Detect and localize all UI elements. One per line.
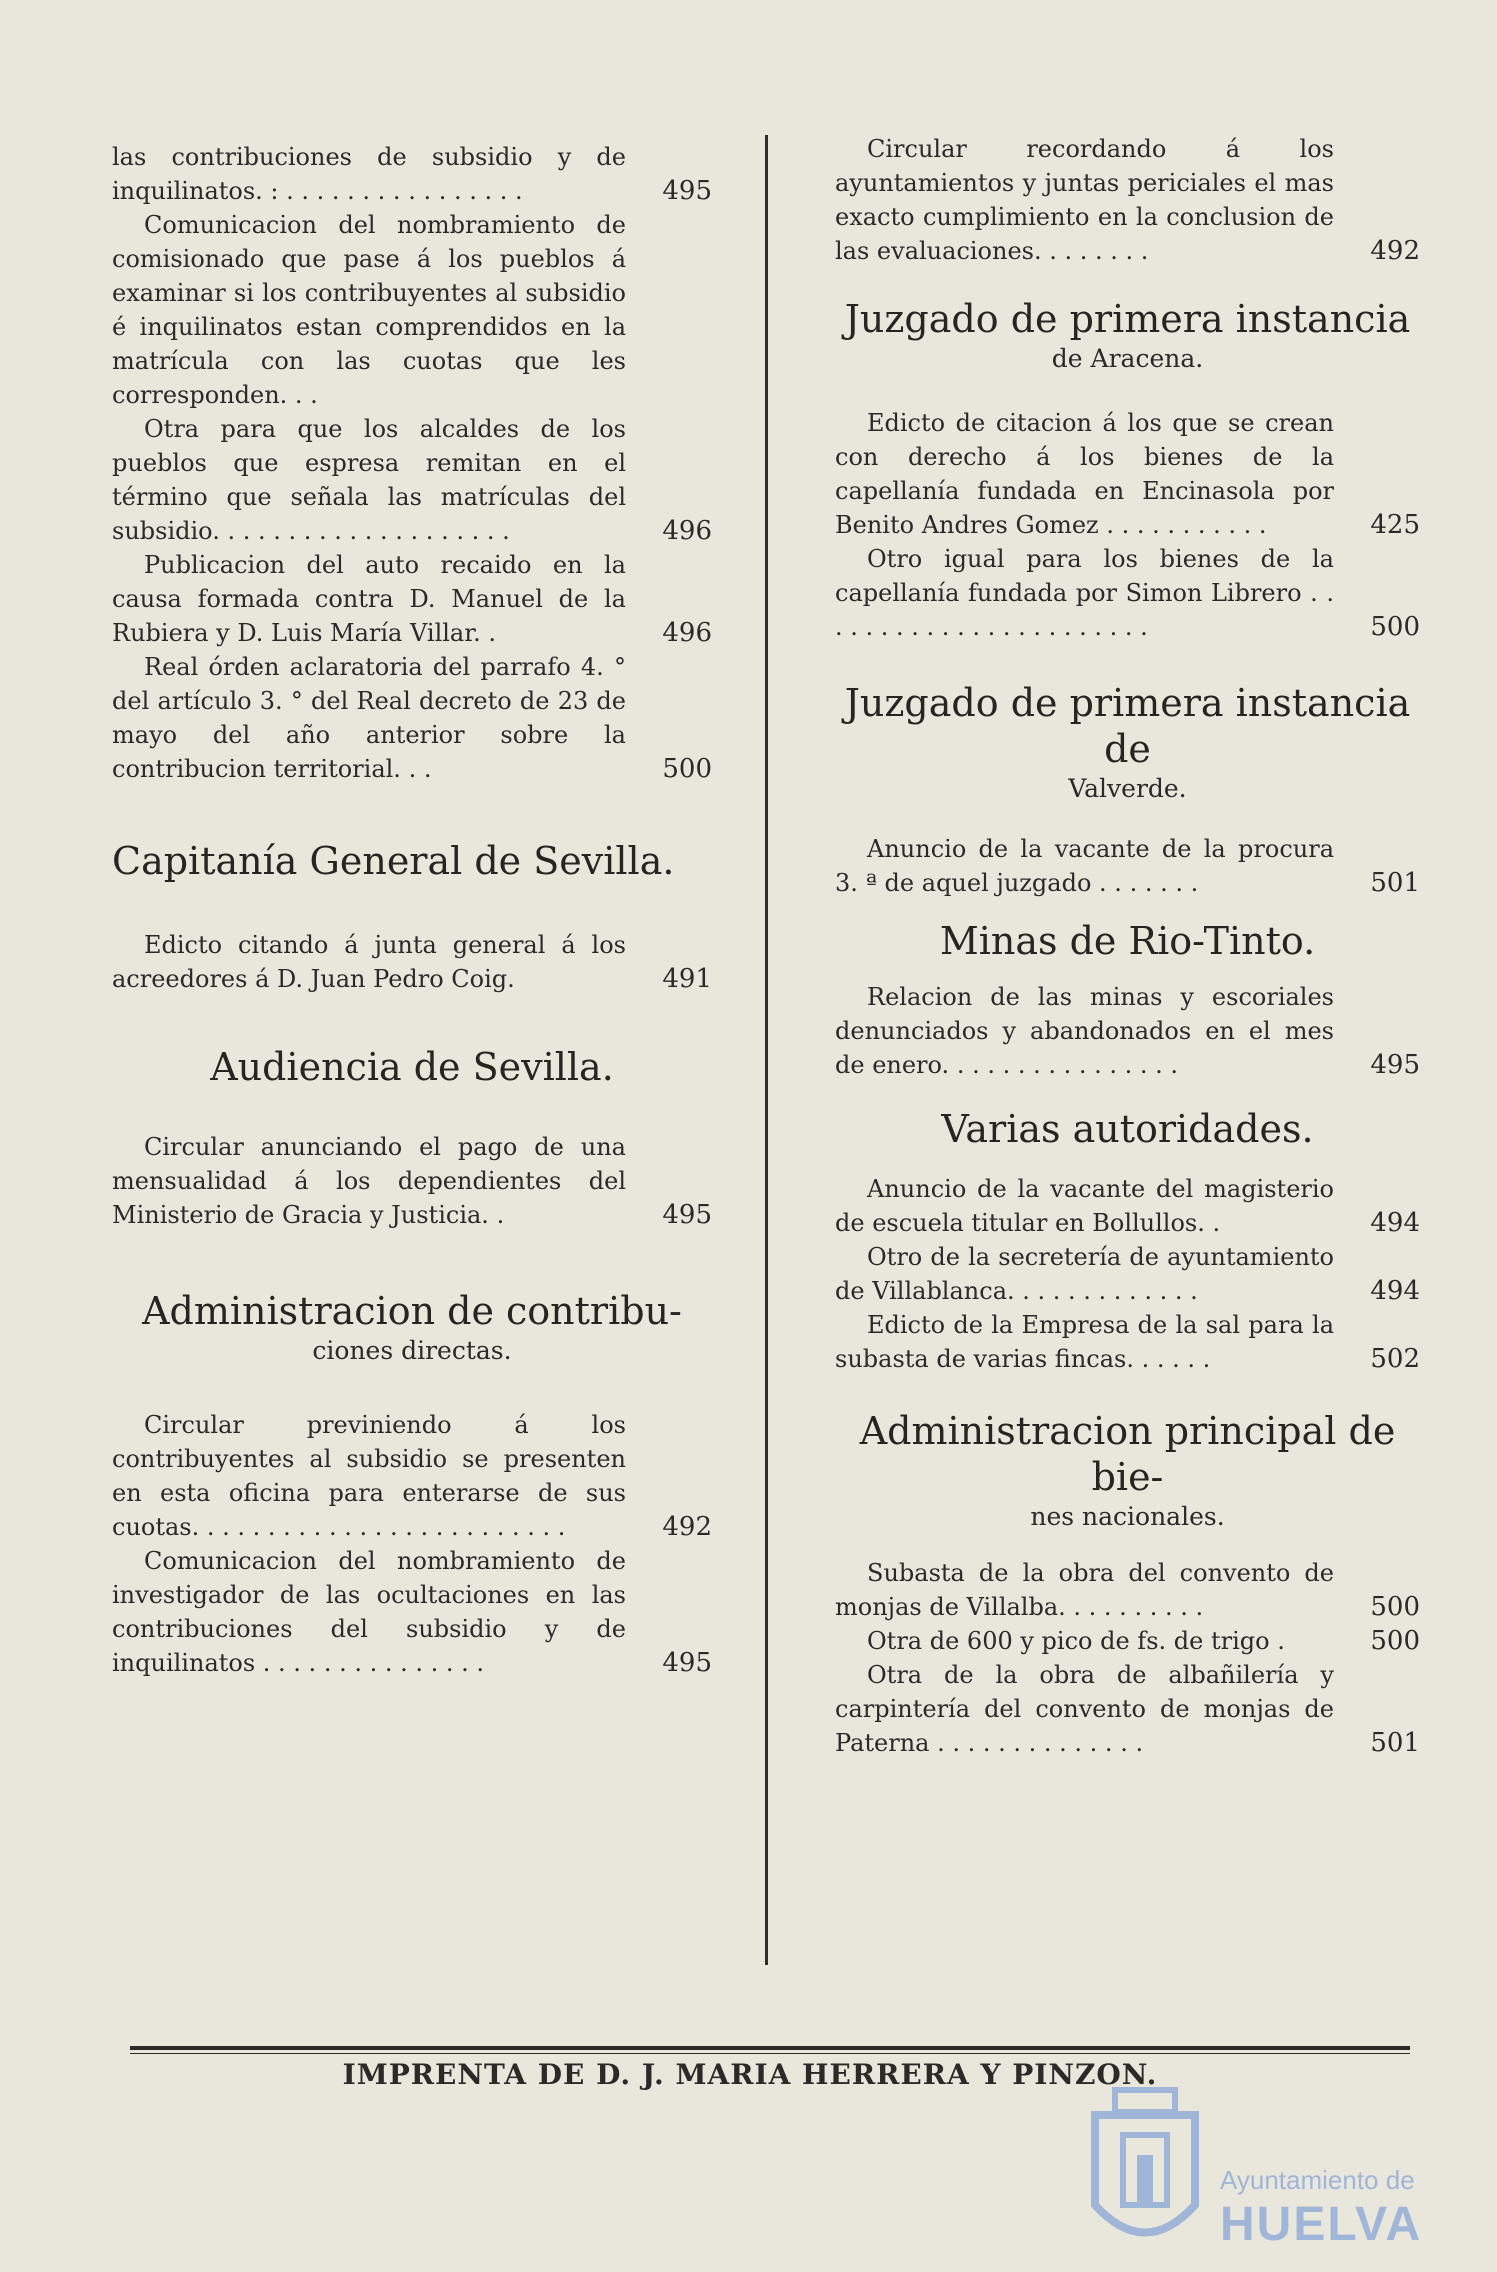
index-entry — [112, 1408, 712, 1544]
section-subheading: de Aracena. — [1051, 344, 1204, 373]
entry-text: Otra de 600 y pico de fs. de trigo . — [867, 1627, 1285, 1655]
section-subheading: ciones directas. — [312, 1336, 512, 1365]
entry-page-number: 494 — [1370, 1276, 1420, 1306]
entry-page-number: 495 — [1370, 1050, 1420, 1080]
footer-rule-thin — [130, 2053, 1410, 2054]
entry-text: Circular previniendo á los contribuyentes al subsidio se presenten en esta oficina para enterarse de sus cuotas. . . . . . . . . . . . . . . . . . . . . . . . . — [112, 1411, 626, 1541]
entry-text: Comunicacion del nombramiento de comisionado que pase á los pueblos á examinar si los contribuyentes al subsidio é inquilinatos estan comprendidos en la matrícula con las cuotas que les corresponden. . . — [112, 211, 626, 409]
entry-page-number: 425 — [1370, 510, 1420, 540]
section-heading: Administracion principal de bie- — [859, 1409, 1396, 1499]
index-entry — [835, 832, 1420, 900]
entry-page-number: 491 — [662, 964, 712, 994]
section-heading: Juzgado de primera instancia — [844, 297, 1411, 341]
index-entry — [112, 140, 712, 208]
entry-page-number: 500 — [1370, 1592, 1420, 1622]
coat-of-arms-icon — [1085, 2085, 1205, 2260]
right-column — [835, 132, 1420, 1760]
entry-page-number: 494 — [1370, 1208, 1420, 1238]
entry-text: Otra de la obra de albañilería y carpintería del convento de monjas de Paterna . . . . . . . . . . . . . . — [835, 1661, 1334, 1757]
entry-page-number: 495 — [662, 1648, 712, 1678]
entry-text: Anuncio de la vacante de la procura 3. ª de aquel juzgado . . . . . . . — [835, 835, 1334, 897]
index-entry — [835, 406, 1420, 542]
index-entry — [835, 980, 1420, 1082]
entry-text: Publicacion del auto recaido en la causa formada contra D. Manuel de la Rubiera y D. Luis María Villar. . — [112, 551, 626, 647]
entry-page-number: 495 — [662, 1200, 712, 1230]
entry-text: Comunicacion del nombramiento de investigador de las ocultaciones en las contribuciones del subsidio y de inquilinatos . . . . . . . . . . . . . . . — [112, 1547, 626, 1677]
entry-page-number: 500 — [1370, 612, 1420, 642]
section-heading: Varias autoridades. — [941, 1107, 1314, 1151]
section-heading: Minas de Rio-Tinto. — [939, 919, 1316, 963]
index-entry — [835, 542, 1420, 644]
index-entry — [112, 928, 712, 996]
entry-page-number: 502 — [1370, 1344, 1420, 1374]
index-entry — [112, 548, 712, 650]
entry-page-number: 500 — [1370, 1626, 1420, 1656]
entry-text: Relacion de las minas y escoriales denunciados y abandonados en el mes de enero. . . . . . . . . . . . . . . . — [835, 983, 1334, 1079]
printer-imprint: IMPRENTA DE D. J. MARIA HERRERA Y PINZON. — [342, 2058, 1158, 2091]
column-divider — [765, 135, 768, 1965]
section-subheading: nes nacionales. — [1030, 1502, 1225, 1531]
entry-page-number: 496 — [662, 516, 712, 546]
entry-text: Otro de la secretería de ayuntamiento de Villablanca. . . . . . . . . . . . . — [835, 1243, 1334, 1305]
index-entry — [835, 1172, 1420, 1240]
entry-text: Subasta de la obra del convento de monjas de Villalba. . . . . . . . . . — [835, 1559, 1334, 1621]
footer-rule — [130, 2046, 1410, 2050]
left-column — [112, 140, 712, 1680]
entry-text: Real órden aclaratoria del parrafo 4. ° del artículo 3. ° del Real decreto de 23 de mayo del año anterior sobre la contribucion territorial. . . — [112, 653, 626, 783]
index-entry — [835, 1308, 1420, 1376]
index-entry — [835, 1624, 1420, 1658]
entry-page-number: 495 — [662, 176, 712, 206]
entry-page-number: 501 — [1370, 1728, 1420, 1758]
section-heading: Juzgado de primera instancia de — [844, 681, 1411, 771]
section-subheading: Valverde. — [1068, 774, 1187, 803]
index-entry — [112, 650, 712, 786]
entry-text: Circular anunciando el pago de una mensualidad á los dependientes del Ministerio de Gracia y Justicia. . — [112, 1133, 626, 1229]
entry-page-number: 501 — [1370, 868, 1420, 898]
section-heading: Capitanía General de Sevilla. — [112, 839, 675, 883]
index-entry — [112, 1544, 712, 1680]
index-entry — [835, 1658, 1420, 1760]
city-council-watermark — [1085, 2085, 1485, 2265]
section-heading: Administracion de contribu- — [142, 1289, 682, 1333]
index-entry — [835, 132, 1420, 268]
entry-text: Circular recordando á los ayuntamientos y juntas periciales el mas exacto cumplimiento en la conclusion de las evaluaciones. . . . . . . . — [835, 135, 1334, 265]
index-entry — [112, 1130, 712, 1232]
entry-text: Otro igual para los bienes de la capellanía fundada por Simon Librero . . . . . . . . . . . . . . . . . . . . . . . — [835, 545, 1334, 641]
entry-text: Edicto de la Empresa de la sal para la subasta de varias fincas. . . . . . — [835, 1311, 1334, 1373]
entry-page-number: 496 — [662, 618, 712, 648]
entry-text: Edicto citando á junta general á los acreedores á D. Juan Pedro Coig. — [112, 931, 626, 993]
entry-page-number: 492 — [1370, 236, 1420, 266]
index-entry — [835, 1240, 1420, 1308]
entry-text: Edicto de citacion á los que se crean con derecho á los bienes de la capellanía fundada en Encinasola por Benito Andres Gomez . . . . . . . . . . . — [835, 409, 1334, 539]
watermark-line-2: HUELVA — [1220, 2198, 1423, 2251]
index-entry — [112, 412, 712, 548]
section-heading: Audiencia de Sevilla. — [210, 1045, 614, 1089]
watermark-line-1: Ayuntamiento de — [1220, 2165, 1415, 2195]
entry-text: Anuncio de la vacante del magisterio de escuela titular en Bollullos. . — [835, 1175, 1334, 1237]
index-entry — [835, 1556, 1420, 1624]
entry-text: Otra para que los alcaldes de los pueblos que espresa remitan en el término que señala las matrículas del subsidio. . . . . . . . . . . . . . . . . . . . — [112, 415, 626, 545]
entry-page-number: 500 — [662, 754, 712, 784]
entry-text: las contribuciones de subsidio y de inquilinatos. : . . . . . . . . . . . . . . . . — [112, 143, 626, 205]
entry-page-number: 492 — [662, 1512, 712, 1542]
index-entry — [112, 208, 712, 412]
